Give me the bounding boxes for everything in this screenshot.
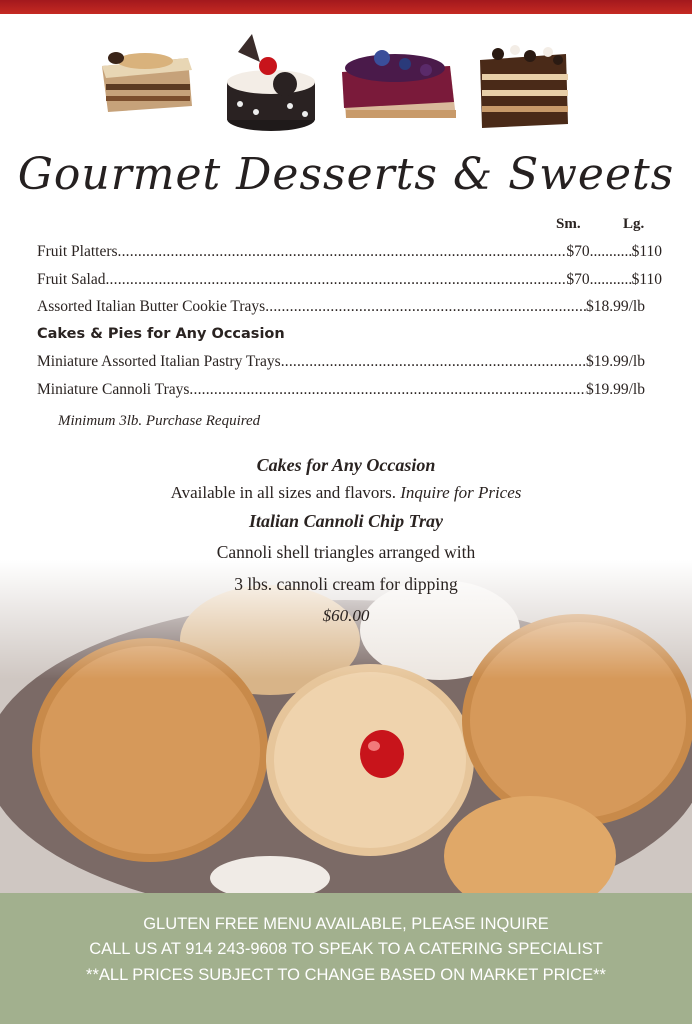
menu-item-butter-cookie-trays: [37, 298, 645, 326]
cakes-occasion-title: Cakes for Any Occasion: [256, 455, 436, 475]
dessert-slices-image: [0, 14, 692, 139]
dot-leader: [265, 298, 586, 316]
inquire-prices-text: Inquire for Prices: [400, 483, 522, 502]
menu-item-price-small: $70: [566, 243, 590, 260]
cake-slice-2: [227, 34, 315, 131]
section-heading-cakes-pies: [37, 326, 662, 354]
menu-item-price: $19.99/lb: [586, 353, 645, 370]
cakes-occasion-description: [0, 483, 692, 503]
cake-slice-3: [342, 50, 456, 118]
menu-item-cannoli-trays: [37, 381, 645, 409]
price-disclaimer: **ALL PRICES SUBJECT TO CHANGE BASED ON MARKET PRICE**: [86, 966, 606, 984]
catering-contact: CALL US AT 914 243-9608 TO SPEAK TO A CATERING SPECIALIST: [89, 940, 603, 958]
page-title: Gourmet Desserts & Sweets: [17, 149, 675, 200]
cake-slice-4: [480, 45, 568, 128]
menu-item-price-large: $110: [631, 243, 662, 260]
price-list: [37, 243, 662, 435]
menu-item-name: Assorted Italian Butter Cookie Trays: [37, 298, 266, 315]
menu-item-pastry-trays: [37, 353, 645, 381]
menu-item-price-large: $110: [631, 270, 662, 288]
dot-leader: [590, 271, 632, 289]
menu-item-name: Miniature Assorted Italian Pastry Trays: [37, 353, 281, 370]
menu-item-price-small: $70: [566, 270, 590, 288]
cannoli-tray-description-1: Cannoli shell triangles arranged with: [216, 542, 476, 562]
menu-item-price: $18.99/lb: [586, 298, 645, 315]
cakes-description-text: Available in all sizes and flavors.: [170, 483, 396, 502]
menu-item-name: Fruit Salad: [37, 270, 106, 288]
column-header-large: Lg.: [623, 216, 645, 232]
gluten-free-notice: GLUTEN FREE MENU AVAILABLE, PLEASE INQUIRE: [143, 915, 549, 933]
dot-leader: [189, 381, 586, 399]
menu-item-fruit-platters: [37, 243, 662, 271]
menu-item-fruit-salad: [37, 271, 662, 299]
cannoli-tray-price: $60.00: [322, 606, 370, 625]
minimum-purchase-note: Minimum 3lb. Purchase Required: [58, 413, 261, 429]
section-heading: Cakes & Pies for Any Occasion: [37, 325, 285, 342]
cannoli-tray-description-2: 3 lbs. cannoli cream for dipping: [234, 574, 458, 594]
column-header-small: Sm.: [556, 216, 581, 232]
top-accent-bar: [0, 0, 692, 14]
cake-slice-1: [102, 52, 192, 112]
dot-leader: [590, 243, 632, 261]
cannoli-tray-title: Italian Cannoli Chip Tray: [249, 511, 443, 531]
menu-item-name: Fruit Platters: [37, 243, 118, 260]
dot-leader: [105, 271, 566, 289]
menu-item-price: $19.99/lb: [586, 380, 645, 398]
menu-item-name: Miniature Cannoli Trays: [37, 380, 190, 398]
dot-leader: [118, 243, 567, 261]
dot-leader: [281, 353, 586, 371]
